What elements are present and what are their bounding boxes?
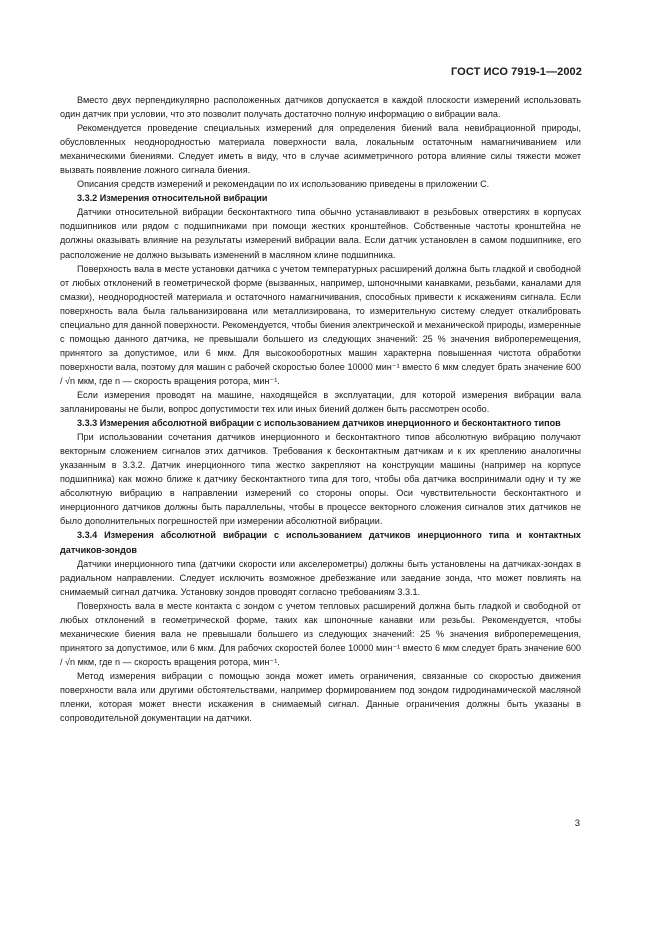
paragraph: При использовании сочетания датчиков инерционного и бесконтактного типов абсолютную вибрацию получают векторным сложением сигналов этих датчиков. Требования к бесконтактным датчикам и к их креплению аналогичны указанным в 3.3.2. Датчик инерционного типа жестко закрепляют на конструкции машины (например на корпусе подшипника) как можно ближе к датчику бесконтактного типа для того, чтобы оба датчика воспринимали одну и ту же абсолютную вибрацию в направлении измерений со стороны опоры. Оси чувствительности бесконтактного и инерционного датчиков должны быть параллельны, чтобы в процессе векторного сложения сигналов этих датчиков не было дополнительных погрешностей при измерении абсолютной вибрации. [60, 432, 581, 527]
paragraph: Описания средств измерений и рекомендации по их использованию приведены в приложении С. [77, 179, 490, 190]
paragraph: Метод измерения вибрации с помощью зонда может иметь ограничения, связанные со скоростью движения поверхности вала или другими обстоятельствами, например формированием под зондом гидродинамической масляной пленки, которая может внести искажения в снимаемый сигнал. Данные ограничения должны быть указаны в сопроводительной документации на датчики. [60, 670, 581, 724]
paragraph: Поверхность вала в месте контакта с зондом с учетом тепловых расширений должна быть гладкой и свободной от любых отклонений в геометрической форме, таких как шпоночные канавки или резьбы. Рекомендуется, чтобы механические биения вала не превышали большего из следующих значений: 25 % значения виброперемещения, принятого за допустимое, или 6 мкм. Для рабочих скоростей более 10000 мин⁻¹ вместо 6 мкм следует брать значение 600 / √n мкм, где n — скорость вращения ротора, мин⁻¹. [60, 600, 581, 667]
page-number: 3 [574, 818, 580, 829]
paragraph: Рекомендуется проведение специальных измерений для определения биений вала невибрационной природы, обусловленных неоднородностью материала поверхности вала, локальным остаточным намагничиванием или механическими биениями. Следует иметь в виду, что в случае асимметричного ротора влияние силы тяжести может вызвать появление ложного сигнала биения. [60, 123, 581, 176]
document-header: ГОСТ ИСО 7919-1—2002 [450, 66, 582, 78]
paragraph: Если измерения проводят на машине, находящейся в эксплуатации, для которой измерения вибрации вала запланированы не были, вопрос допустимости тех или иных биений должен быть рассмотрен особо. [60, 389, 581, 415]
paragraph: Датчики инерционного типа (датчики скорости или акселерометры) должны быть установлены на датчиках-зондах в радиальном направлении. Следует исключить возможное дребезжание или заедание зонда, что может повлиять на снимаемый сигнал датчика. Установку зондов проводят согласно требованиям 3.3.1. [60, 558, 581, 597]
section-heading-3-3-4: 3.3.4 Измерения абсолютной вибрации с использованием датчиков инерционного типа и контактных датчиков-зондов [60, 530, 581, 555]
paragraph: Поверхность вала в месте установки датчика с учетом температурных расширений должна быть гладкой и свободной от любых отклонений в геометрической форме (вызванных, например, шпоночными канавками, резьбами, каналами для смазки), неоднородностей материала и остаточного намагничивания, способных привести к искажениям сигнала. Если поверхность вала была гальванизирована или металлизирована, то измерительную систему следует откалибровать специально для данной поверхности. Рекомендуется, чтобы биения электрической и механической природы, измеренные с помощью данного датчика, не превышали большего из следующих значений: 25 % значения виброперемещения, принятого за допустимое, или 6 мкм. Для высокооборотных машин характерна повышенная чистота обработки поверхности вала, поэтому для машин с рабочей скоростью более 10000 мин⁻¹ вместо 6 мкм следует брать значение 600 / √n мкм, где n — скорость вращения ротора, мин⁻¹. [60, 263, 581, 386]
section-heading-3-3-2: 3.3.2 Измерения относительной вибрации [77, 193, 268, 204]
paragraph: Датчики относительной вибрации бесконтактного типа обычно устанавливают в резьбовых отверстиях в корпусах подшипников или рядом с подшипниками при помощи жестких кронштейнов. Собственные частоты кронштейна не должны оказывать влияние на результаты измерений вибрации вала. Если датчик установлен в самом подшипнике, его расположение не должно вызывать изменений в масляном клине подшипника. [60, 207, 581, 260]
paragraph: Вместо двух перпендикулярно расположенных датчиков допускается в каждой плоскости измерений использовать один датчик при условии, что это позволит получать достаточно полную информацию о вибрации вала. [60, 95, 581, 120]
section-heading-3-3-3: 3.3.3 Измерения абсолютной вибрации с использованием датчиков инерционного и бесконтактного типов [77, 418, 561, 429]
document-body [60, 93, 581, 725]
